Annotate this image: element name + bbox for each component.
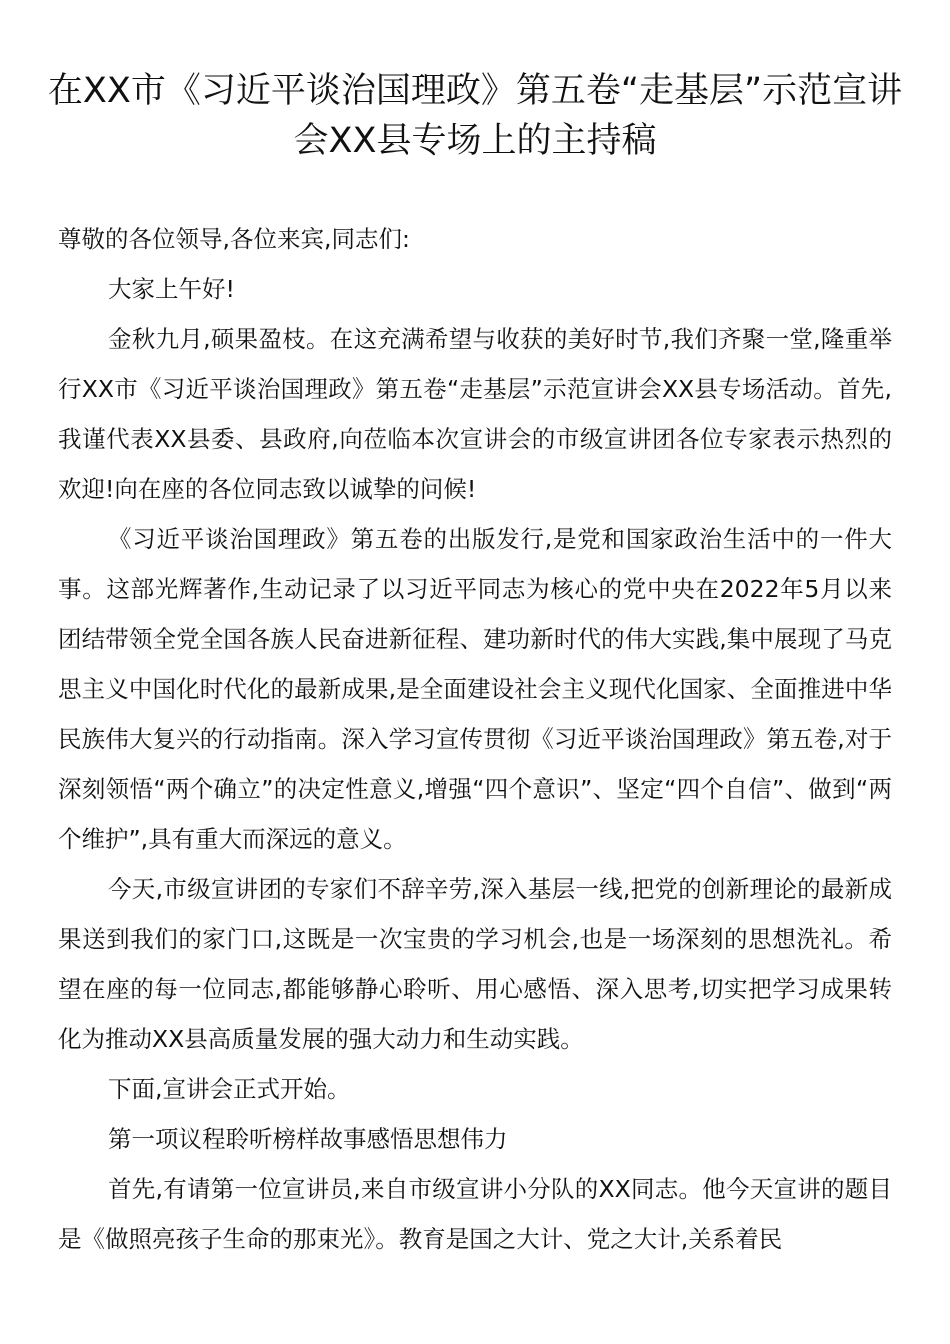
document-title: 在XX市《习近平谈治国理政》第五卷“走基层”示范宣讲会XX县专场上的主持稿 <box>47 71 903 161</box>
greeting-paragraph: 大家上午好! <box>108 275 235 303</box>
agenda-item-heading: 第一项议程聆听榜样故事感悟思想伟力 <box>108 1125 508 1153</box>
significance-paragraph: 《习近平谈治国理政》第五卷的出版发行,是党和国家政治生活中的一件大事。这部光辉著作,生动记录了以习近平同志为核心的党中央在2022年5月以来团结带领全党全国各族人民奋进新征程、建功新时代的伟大实践,集中展现了马克思主义中国化时代化的最新成果,是全面建设社会主义现代化国家、全面推进中华民族伟大复兴的行动指南。深入学习宣传贯彻《习近平谈治国理政》第五卷,对于深刻领悟“两个确立”的决定性意义,增强“四个意识”、坚定“四个自信”、做到“两个维护”,具有重大而深远的意义。 <box>58 525 892 853</box>
opening-paragraph: 金秋九月,硕果盈枝。在这充满希望与收获的美好时节,我们齐聚一堂,隆重举行XX市《习近平谈治国理政》第五卷“走基层”示范宣讲会XX县专场活动。首先,我谨代表XX县委、县政府,向莅临本次宣讲会的市级宣讲团各位专家表示热烈的欢迎!向在座的各位同志致以诚挚的问候! <box>58 325 892 503</box>
document-body <box>58 214 892 1264</box>
start-announcement-paragraph: 下面,宣讲会正式开始。 <box>108 1075 351 1103</box>
first-speaker-paragraph: 首先,有请第一位宣讲员,来自市级宣讲小分队的XX同志。他今天宣讲的题目是《做照亮孩子生命的那束光》。教育是国之大计、党之大计,关系着民 <box>58 1175 892 1253</box>
salutation-paragraph: 尊敬的各位领导,各位来宾,同志们: <box>58 225 410 253</box>
expectation-paragraph: 今天,市级宣讲团的专家们不辞辛劳,深入基层一线,把党的创新理论的最新成果送到我们的家门口,这既是一次宝贵的学习机会,也是一场深刻的思想洗礼。希望在座的每一位同志,都能够静心聆听、用心感悟、深入思考,切实把学习成果转化为推动XX县高质量发展的强大动力和生动实践。 <box>58 875 892 1053</box>
